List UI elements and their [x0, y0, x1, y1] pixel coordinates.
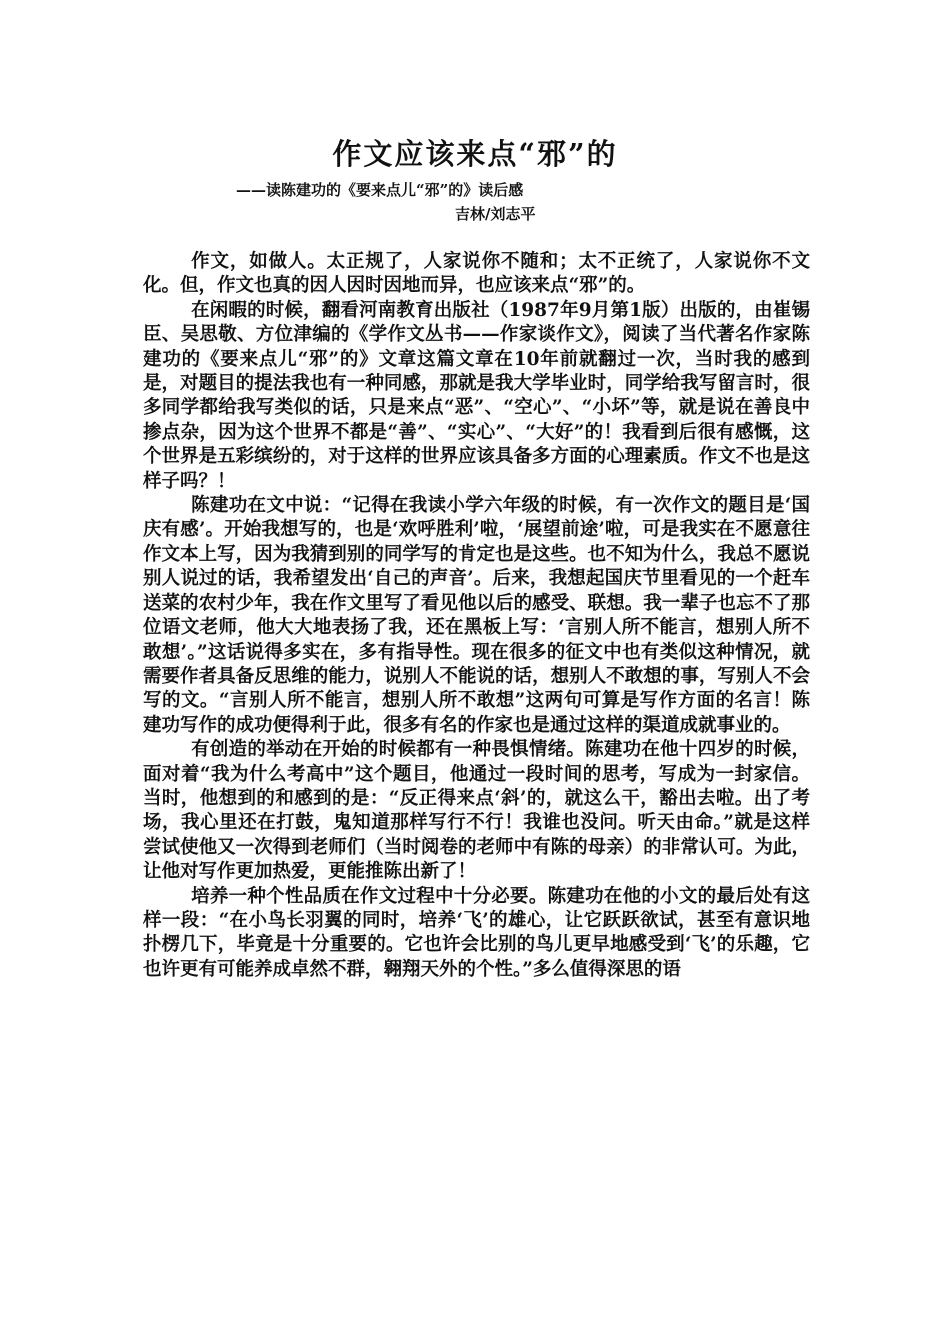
- document-body: [143, 250, 810, 982]
- document-title: 作文应该来点“邪”的: [332, 137, 618, 171]
- paragraph: 有创造的举动在开始的时候都有一种畏惧情绪。陈建功在他十四岁的时候，面对着“我为什么考高中”这个题目，他通过一段时间的思考，写成为一封家信。当时，他想到的和感到的是：“反正得来点‘斜’的，就这么干，豁出去啦。出了考场，我心里还在打鼓，鬼知道那样写行不行！我谁也没问。听天由命。”就是这样尝试使他又一次得到老师们（当时阅卷的老师中有陈的母亲）的非常认可。为此，让他对写作更加热爱，更能推陈出新了！: [143, 739, 810, 883]
- paragraph: 陈建功在文中说：“记得在我读小学六年级的时候，有一次作文的题目是‘国庆有感’。开始我想写的，也是‘欢呼胜利’啦，‘展望前途’啦，可是我实在不愿意往作文本上写，因为我猜到别的同学写的肯定也是这些。也不知为什么，我总不愿说别人说过的话，我希望发出‘自己的声音’。后来，我想起国庆节里看见的一个赶车送菜的农村少年，我在作文里写了看见他以后的感受、联想。我一辈子也忘不了那位语文老师，他大大地表扬了我，还在黑板上写：‘言别人所不能言，想别人所不敢想’。”这话说得多实在，多有指导性。现在很多的征文中也有类似这种情况，就需要作者具备反思维的能力，说别人不能说的话，想别人不敢想的事，写别人不会写的文。“言别人所不能言，想别人所不敢想”这两句可算是写作方面的名言！陈建功写作的成功便得利于此，很多有名的作家也是通过这样的渠道成就事业的。: [143, 495, 810, 736]
- document-author: 吉林/刘志平: [455, 205, 536, 223]
- paragraph: 作文，如做人。太正规了，人家说你不随和；太不正统了，人家说你不文化。但，作文也真的因人因时因地而异，也应该来点“邪”的。: [143, 251, 810, 297]
- paragraph: 培养一种个性品质在作文过程中十分必要。陈建功在他的小文的最后处有这样一段：“在小鸟长羽翼的同时，培养‘飞’的雄心，让它跃跃欲试，甚至有意识地扑楞几下，毕竟是十分重要的。它也许会比别的鸟儿更早地感受到‘飞’的乐趣，它也许更有可能养成卓然不群，翱翔天外的个性。”多么值得深思的语: [143, 885, 810, 980]
- document-subtitle: ——读陈建功的《要来点儿“邪”的》读后感: [236, 181, 524, 199]
- paragraph: 在闲暇的时候，翻看河南教育出版社（1987年9月第1版）出版的，由崔锡臣、吴思敬、方位津编的《学作文丛书——作家谈作文》，阅读了当代著名作家陈建功的《要来点儿“邪”的》文章这篇文章在10年前就翻过一次，当时我的感到是，对题目的提法我也有一种同感，那就是我大学毕业时，同学给我写留言时，很多同学都给我写类似的话，只是来点“恶”、“空心”、“小坏”等，就是说在善良中掺点杂，因为这个世界不都是“善”、“实心”、“大好”的！我看到后很有感慨，这个世界是五彩缤纷的，对于这样的世界应该具备多方面的心理素质。作文不也是这样子吗？！: [143, 299, 810, 492]
